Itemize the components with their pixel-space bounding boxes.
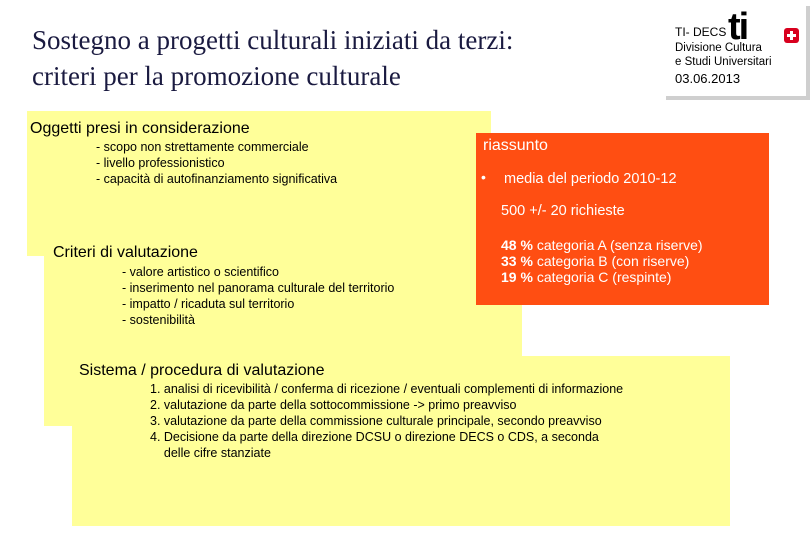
- list-item: - capacità di autofinanziamento significativa: [96, 172, 338, 186]
- requests-text: 500 +/- 20 richieste: [501, 203, 625, 219]
- list-item: 1. analisi di ricevibilità / conferma di ricezione / eventuali complementi di informazione: [150, 382, 624, 396]
- categories-list: [501, 237, 703, 285]
- list-item: 3. valutazione da parte della commissione culturale principale, secondo preavviso: [150, 414, 602, 428]
- category-pct: 19 %: [501, 269, 533, 285]
- oggetti-list: [96, 139, 337, 187]
- category-label: categoria C (respinte): [536, 269, 672, 285]
- category-row: [501, 253, 703, 269]
- list-item: - valore artistico o scientifico: [122, 265, 280, 279]
- title-line-2: criteri per la promozione culturale: [32, 61, 401, 91]
- criteri-list: [122, 264, 394, 328]
- ti-logo: ti: [728, 6, 748, 48]
- category-pct: 33 %: [501, 253, 533, 269]
- category-label: categoria B (con riserve): [536, 253, 690, 269]
- org-label: TI- DECS: [675, 25, 727, 39]
- bullet-icon: •: [481, 169, 486, 185]
- logo-panel: [666, 6, 810, 100]
- list-item: - inserimento nel panorama culturale del territorio: [122, 281, 395, 295]
- period-text: media del periodo 2010-12: [504, 171, 677, 187]
- oggetti-title: Oggetti presi in considerazione: [30, 120, 250, 137]
- division-line-1: Divisione Cultura: [675, 42, 762, 54]
- oggetti-box: [27, 111, 491, 256]
- criteri-title: Criteri di valutazione: [53, 244, 198, 261]
- category-pct: 48 %: [501, 237, 533, 253]
- page-title: [32, 22, 632, 94]
- sistema-box: [72, 356, 730, 526]
- category-label: categoria A (senza riserve): [536, 237, 703, 253]
- riassunto-box: [476, 133, 769, 305]
- category-row: [501, 237, 703, 253]
- list-item: delle cifre stanziate: [150, 446, 271, 460]
- swiss-cross-icon: [784, 28, 799, 43]
- title-line-1: Sostegno a progetti culturali iniziati da terzi:: [32, 25, 514, 55]
- category-row: [501, 269, 703, 285]
- list-item: - scopo non strettamente commerciale: [96, 140, 309, 154]
- list-item: - impatto / ricaduta sul territorio: [122, 297, 295, 311]
- list-item: 4. Decisione da parte della direzione DCSU o direzione DECS o CDS, a seconda: [150, 430, 599, 444]
- list-item: - sostenibilità: [122, 313, 195, 327]
- presentation-date: 03.06.2013: [675, 71, 741, 86]
- sistema-title: Sistema / procedura di valutazione: [79, 362, 325, 379]
- division-line-2: e Studi Universitari: [675, 56, 772, 68]
- list-item: - livello professionistico: [96, 156, 225, 170]
- list-item: 2. valutazione da parte della sottocommissione -> primo preavviso: [150, 398, 517, 412]
- sistema-list: [150, 381, 623, 461]
- riassunto-title: riassunto: [483, 137, 548, 154]
